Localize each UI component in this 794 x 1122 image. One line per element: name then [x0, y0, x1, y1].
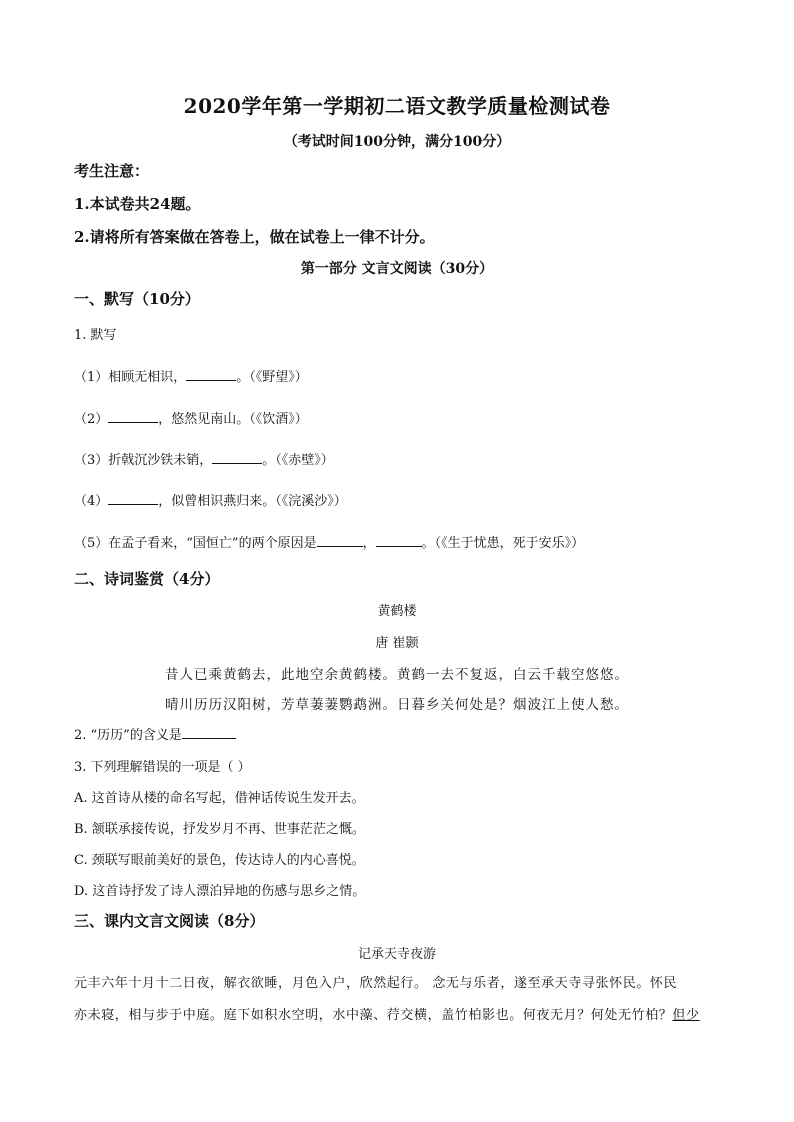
dictation-item-4: （4） ，似曾相识燕归来。（《浣溪沙》）: [74, 490, 347, 509]
notice-item-2: 2.请将所有答案做在答卷上，做在试卷上一律不计分。: [74, 228, 435, 246]
underlined-phrase: 但少: [672, 1008, 700, 1023]
dictation-item-1: （1）相顾无相识， 。（《野望》）: [74, 366, 308, 385]
poem-line-2: 晴川历历汉阳树，芳草萋萋鹦鹉洲。日暮乡关何处是？烟波江上使人愁。: [165, 697, 629, 713]
question-2: 2. “历历”的含义是: [74, 724, 236, 743]
section-heading-classical-prose: 三、课内文言文阅读（8分）: [74, 912, 265, 930]
option-b: B. 颔联承接传说，抒发岁月不再、世事茫茫之慨。: [74, 822, 365, 837]
essay-line-2: 亦未寝，相与步于中庭。庭下如积水空明，水中藻、荇交横，盖竹柏影也。何夜无月？何处无竹柏？但少: [74, 1008, 700, 1023]
section-heading-dictation: 一、默写（10分）: [74, 290, 200, 308]
answer-blank[interactable]: [186, 366, 236, 381]
option-d: D. 这首诗抒发了诗人漂泊异地的伤感与思乡之情。: [74, 884, 366, 899]
question-1: 1. 默写: [74, 328, 117, 343]
poem-line-1: 昔人已乘黄鹤去，此地空余黄鹤楼。黄鹤一去不复返，白云千载空悠悠。: [165, 667, 629, 683]
dictation-item-3: （3）折戟沉沙铁未销， 。（《赤壁》）: [74, 449, 334, 468]
answer-blank[interactable]: [212, 449, 262, 464]
option-c: C. 颈联写眼前美好的景色，传达诗人的内心喜悦。: [74, 853, 365, 868]
essay-title: 记承天寺夜游: [357, 947, 436, 962]
notice-item-1: 1.本试卷共24题。: [74, 195, 201, 213]
exam-info: （考试时间100分钟，满分100分）: [283, 134, 511, 150]
question-3: 3. 下列理解错误的一项是（ ）: [74, 760, 251, 775]
poem-author: 唐 崔颢: [375, 636, 419, 651]
answer-blank[interactable]: [376, 532, 422, 547]
part-heading: 第一部分 文言文阅读（30分）: [300, 261, 494, 277]
answer-blank[interactable]: [182, 724, 236, 739]
dictation-item-5: （5）在孟子看来，“国恒亡”的两个原因是 ， 。（《生于忧患，死于安乐》）: [74, 532, 584, 551]
page-title: 2020学年第一学期初二语文教学质量检测试卷: [183, 94, 611, 118]
dictation-item-2: （2） ，悠然见南山。（《饮酒》）: [74, 408, 308, 427]
answer-blank[interactable]: [108, 490, 158, 505]
notice-label: 考生注意：: [74, 162, 150, 180]
option-a: A. 这首诗从楼的命名写起，借神话传说生发开去。: [74, 791, 365, 806]
poem-title: 黄鹤楼: [377, 604, 417, 619]
section-heading-poetry: 二、诗词鉴赏（4分）: [74, 570, 220, 588]
answer-blank[interactable]: [317, 532, 363, 547]
answer-blank[interactable]: [108, 408, 158, 423]
essay-line-1: 元丰六年十月十二日夜，解衣欲睡，月色入户，欣然起行。 念无与乐者，遂至承天寺寻张怀民。怀民: [74, 976, 678, 991]
